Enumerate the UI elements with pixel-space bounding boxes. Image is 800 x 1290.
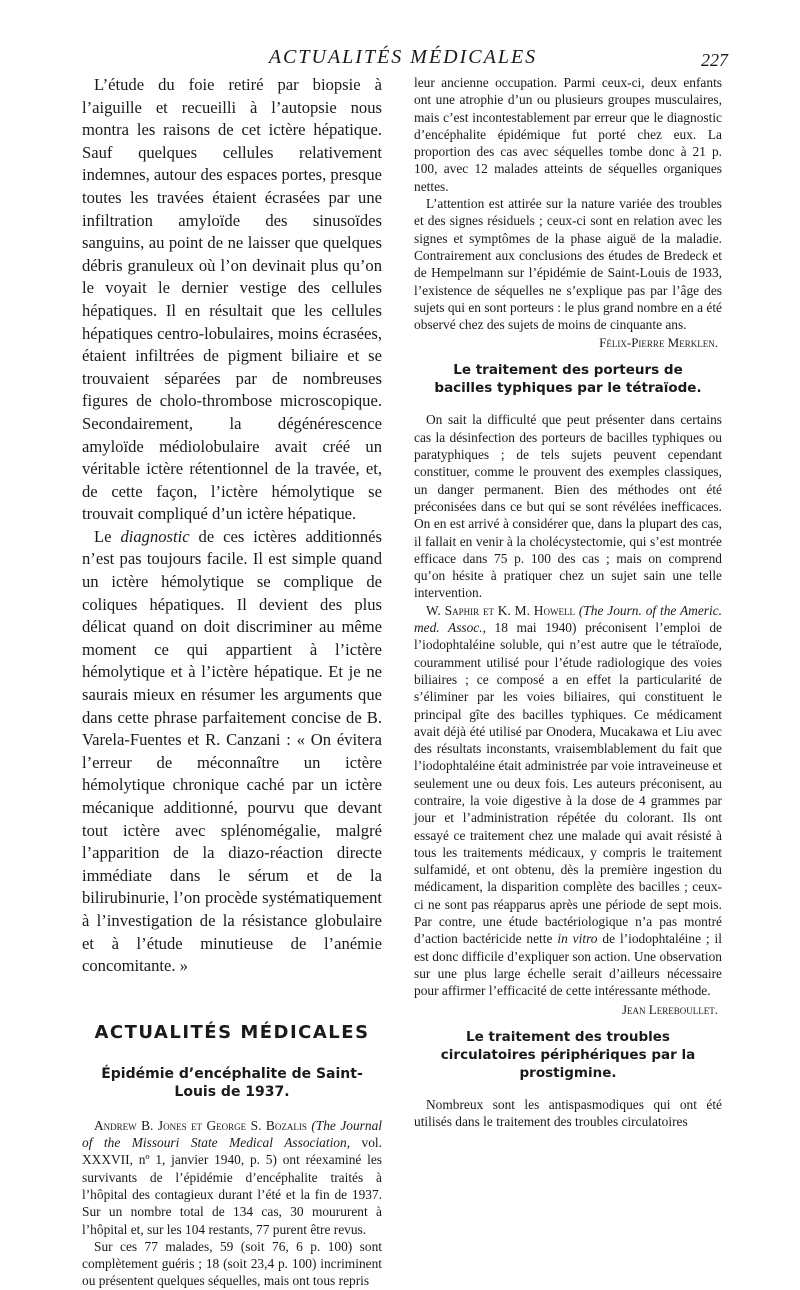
article-title-typhoid: Le traitement des porteurs de bacilles typhiques par le tétraïode.: [434, 362, 702, 397]
article-title-encephalitis: Épidémie d’encéphalite de Saint-Louis de 1937.: [101, 1065, 363, 1100]
typhoid-authors: W. Saphir et K. M. Howell: [426, 602, 575, 618]
left-column: [82, 74, 383, 1289]
running-title: ACTUALITÉS MÉDICALES: [268, 46, 538, 68]
typhoid-paragraph-1: On sait la difficulté que peut présenter dans certains cas la désinfection des porteurs de bacilles typhiques ou paratyphiques ; de tels sujets peuvent cependant constituer, comme le prouvent des exemples classiques, un danger permanent. Bien des méthodes ont été préconisées dans ce but qui se sont révélées inefficaces. On en est arrivé à considérer que, dans la plupart des cas, il fallait en venir à la cholécystectomie, qui s’est montrée efficace dans 75 p. 100 des cas ; mais on comprend qu’on hésite à pratiquer chez un sujet sain une telle intervention.: [414, 412, 722, 601]
section-heading: ACTUALITÉS MÉDICALES: [94, 1021, 370, 1043]
encephalitis-paragraph-1: [82, 1117, 382, 1238]
diagnosis-lead: Le: [94, 526, 121, 546]
article-title-prostigmine: Le traitement des troubles circulatoires périphériques par la prostigmine.: [440, 1028, 696, 1081]
page-header: [78, 44, 728, 74]
typhoid-text-end: de l’iodophtaléine ; il est donc difficile d’expliquer son action. Une observation sur une plus large échelle serait d’ailleurs nécessaire pour affirmer l’efficacité de cette intéressante méthode.: [414, 931, 722, 999]
liver-study-paragraph: L’étude du foie retiré par biopsie à l’aiguille et recueilli à l’autopsie nous montra les raisons de cet ictère hépatique. Sauf quelques cellules relativement indemnes, autour des espaces portes, presque toutes les travées étaient écrasées par une infiltration amyloïde des sinusoïdes sanguins, au point de ne laisser que quelques débris granuleux où l’on devinait plus qu’on le voyait le dernier vestige des cellules hépatiques. Il en résultait que les cellules hépatiques centro-lobulaires, moins écrasées, étaient infiltrées de pigment biliaire et se trouvaient séparées par de nombreuses figures de cholo-thrombose microscopique. Secondairement, la dégénérescence amyloïde médiolobulaire avait créé un véritable ictère rétentionnel de la travée, et, de cette façon, l’ictère hémolytique se trouvait compliqué d’un ictère hépatique.: [82, 75, 382, 524]
typhoid-text: 18 mai 1940) préconisent l’emploi de l’iodophtaléine soluble, qui n’est autre que le tétraïode, couramment utilisé pour l’étude radiologique des voies biliaires ; ce composé a en effet la particularité de s’éliminer par les voies biliaires, qui constituent le principal gîte des bacilles typhiques. Ce médicament avait déjà été utilisé par Onodera, Mucakawa et Liu avec des résultats inconstants, vraisemblablement du fait que l’iodophtaléine était administrée par voie intraveineuse et seulement une ou deux fois. Les auteurs préconisent, au contraire, la voie digestive à la dose de 4 grammes par jour et l’administration répétée du colorant. Ils ont essayé ce traitement chez une malade qui avait résisté à tous les traitements médicaux, y compris le traitement sulfamidé, et ont obtenu, dès la première ingestion du médicament, la disparition complète des bacilles ; ceux-ci ne sont pas réapparus après une période de sept mois. Par contre, une étude bactériologique n’a pas montré d’action bactéricide nette: [414, 620, 722, 947]
encephalitis-paragraph-2-continued: leur ancienne occupation. Parmi ceux-ci, deux enfants ont une atrophie d’un ou plusieurs groupes musculaires, mais c’est incontestablement par erreur que le diagnostic d’encéphalite épidémique fut porté chez eux. La proportion des cas avec séquelles tombe donc à 21 p. 100, avec 12 malades atteints de séquelles organiques nettes.: [414, 75, 722, 194]
encephalitis-paragraph-3: L’attention est attirée sur la nature variée des troubles et des signes résiduels ; ceux-ci sont en relation avec les signes et symptômes de la phase aiguë de la maladie. Contrairement aux conclusions des études de Bredeck et de Hempelmann sur l’épidémie de Saint-Louis de 1933, l’existence de séquelles ne s’explique pas par l’âge des sujets qui en sont porteurs : le plus grand nombre en a été observé chez des sujets de moins de cinquante ans.: [414, 196, 722, 333]
diagnosis-term: diagnostic: [120, 526, 190, 546]
page-number: 227: [701, 50, 728, 70]
encephalitis-paragraph-2: Sur ces 77 malades, 59 (soit 76, 6 p. 100) sont complètement guéris ; 18 (soit 23,4 p. 100) incriminent ou présentent quelques séquelles, mais ont tous repris: [82, 1238, 382, 1289]
signature-merklen: Félix-Pierre Merklen.: [599, 335, 718, 351]
encephalitis-journal: (The Journal of the Missouri State Medical Association,: [82, 1117, 382, 1151]
signature-lereboullet: Jean Lereboullet.: [622, 1001, 718, 1017]
prostigmine-paragraph-1: Nombreux sont les antispasmodiques qui ont été utilisés dans le traitement des troubles circulatoires: [414, 1096, 722, 1129]
typhoid-in-vitro: in vitro: [557, 931, 598, 947]
diagnosis-paragraph: [82, 526, 382, 978]
diagnosis-text: de ces ictères additionnés n’est pas toujours facile. Il est simple quand un ictère hémolytique se complique de coliques hépatiques. Il devient des plus délicat quand on doit discriminer au même moment ce qui appartient à l’ictère hémolytique et à l’ictère hépatique. Et je ne saurais mieux en résumer les arguments que dans cette phrase parfaitement concise de B. Varela-Fuentes et R. Canzani : « On évitera l’erreur de méconnaître un ictère hémolytique chronique caché par un ictère mécanique additionné, pourvu que devant tout ictère avec splénomégalie, malgré l’apparition de la diazo-réaction directe immédiate dans le sérum et de la bilirubinurie, l’on procède systématiquement à l’investigation de la résistance globulaire et à l’étude minutieuse de l’anémie concomitante. »: [82, 526, 383, 976]
typhoid-paragraph-2: [414, 602, 722, 1000]
right-column: [414, 74, 722, 1129]
encephalitis-authors: Andrew B. Jones et George S. Bozalis: [94, 1117, 307, 1133]
encephalitis-text: vol. XXXVII, nº 1, janvier 1940, p. 5) ont réexaminé les survivants de l’épidémie d’encéphalite traités à l’hôpital des contagieux durant l’été et la fin de 1937. Sur un nombre total de 134 cas, 30 moururent à l’hôpital et, sur les 104 restants, 77 purent être revus.: [82, 1135, 383, 1237]
typhoid-journal: (The Journ. of the Americ. med. Assoc.,: [414, 602, 722, 636]
